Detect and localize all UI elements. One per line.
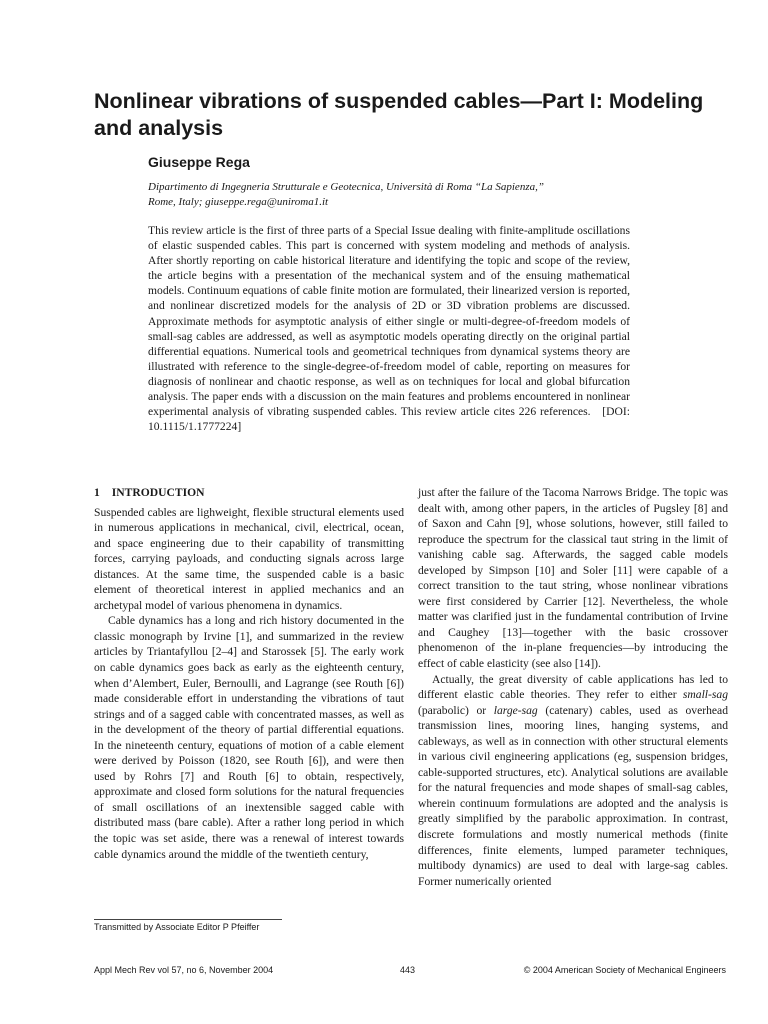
author-name: Giuseppe Rega: [148, 154, 250, 170]
footer-journal: Appl Mech Rev vol 57, no 6, November 2004: [94, 965, 274, 975]
paragraph: just after the failure of the Tacoma Narrows Bridge. The topic was dealt with, among other papers, in the articles of Pugsley [8] and of Saxon and Cahn [9], whose solutions, however, still failed to reproduce the spectrum for the classical taut string in the limit of vanishing cable sag. Afterwards, the sagged cable models developed by Simpson [10] and Soler [11] were capable of a correct transition to the taut string, whose nonlinear vibrations were first considered by Carrier [12]. Nevertheless, the whole matter was clarified just in the fundamental contribution of Irvine and Caughey [13]—together with the basic crossover phenomenon of the in-plane frequencies—by introducing the effect of cable elasticity (see also [14]).: [418, 486, 728, 671]
author-affiliation: [148, 180, 648, 210]
term-small-sag: small-sag: [682, 688, 728, 702]
paragraph: Suspended cables are lighweight, flexible structural elements used in numerous applications in mechanical, civil, electrical, ocean, and space engineering due to their capability of transmitting forces, carrying payloads, and conducting signals across large distances. At the same time, the suspended cable is a basic element of theoretical interest in applied mechanics and an archetypal model of various phenomena in dynamics.: [94, 505, 404, 612]
right-column: [418, 485, 728, 889]
abstract-text: This review article is the first of three parts of a Special Issue dealing with finite-amplitude oscillations of elastic suspended cables. This part is concerned with system modeling and methods of analysis. After shortly reporting on cable historical literature and identifying the topic and scope of the review, the article begins with a presentation of the mechanical system and of the ensuing mathematical models. Continuum equations of cable finite motion are formulated, their linearized version is reported, and nonlinear discretized models for the analysis of 2D or 3D vibration problems are discussed. Approximate methods for asymptotic analysis of either single or multi-degree-of-freedom models of small-sag cables are addressed, as well as asymptotic models operating directly on the original partial differential equations. Numerical tools and geometrical techniques from dynamical systems theory are illustrated with reference to the single-degree-of-freedom model of cable, reporting on measures for diagnosis of nonlinear and chaotic response, as well as on techniques for local and global bifurcation analysis. The paper ends with a discussion on the main features and problems encountered in nonlinear experimental analysis of vibrating suspended cables. This review article cites 226 references.: [148, 224, 630, 419]
paragraph-text: (parabolic) or: [418, 703, 494, 717]
paragraph-text: (catenary) cables, used as overhead transmission lines, mooring lines, hanging systems, and cableways, as well as in connection with other structural elements in various civil engineering applications (eg, suspension bridges, cable-supported structures, etc). Analytical solutions are available for the natural frequencies and mode shapes of small-sag cables, wherein continuum formulations are adopted and the analysis is greatly simplified by the parabolic approximation. In contrast, discrete formulations and mostly numerical methods (finite differences, finite elements, lumped parameter techniques, multibody dynamics) are used to deal with large-sag cables. Former numerically oriented: [418, 703, 728, 888]
section-number: 1: [94, 486, 100, 499]
paragraph-text: Actually, the great diversity of cable applications has led to different elastic cable theories. They refer to either: [418, 672, 728, 702]
paragraph: [418, 672, 728, 890]
left-column: [94, 485, 404, 862]
term-large-sag: large-sag: [493, 703, 538, 717]
footer-page-number: 443: [400, 965, 416, 975]
section-title: INTRODUCTION: [111, 486, 205, 499]
doi: [DOI: 10.1115/1.1777224]: [148, 405, 630, 434]
affiliation-line-1: Dipartimento di Ingegneria Strutturale e Geotecnica, Università di Roma “La Sapienza,”: [148, 181, 544, 193]
paper-title: Nonlinear vibrations of suspended cables—Part I: Modeling and analysis: [94, 89, 704, 140]
paragraph: Cable dynamics has a long and rich history documented in the classic monograph by Irvine [1], and summarized in the review articles by Triantafyllou [2–4] and Starossek [5]. The early work on cable dynamics goes back as early as the eighteenth century, when d’Alembert, Euler, Bernoulli, and Lagrange (see Routh [6]) made considerable effort in understanding the vibrations of taut strings and of a sagged cable with concentrated masses, as well as in the development of the theory of partial differential equations. In the nineteenth century, equations of motion of a cable element were derived by Poisson (1820, see Routh [6]), and were then used by Rohrs [7] and Routh [6] to obtain, respectively, approximate and closed form solutions for the natural frequencies of small oscillations of an inextensible sagged cable with distributed mass (bare cable). After a rather long period in which the topic was set aside, there was a renewal of interest towards cable dynamics around the middle of the twentieth century,: [94, 614, 404, 861]
footnote-divider: [94, 919, 282, 920]
affiliation-line-2: Rome, Italy; giuseppe.rega@uniroma1.it: [148, 196, 329, 208]
footnote: Transmitted by Associate Editor P Pfeiffer: [94, 922, 260, 932]
abstract: [148, 223, 630, 434]
section-heading: [94, 485, 404, 501]
footer-copyright: © 2004 American Society of Mechanical Engineers: [523, 965, 726, 975]
